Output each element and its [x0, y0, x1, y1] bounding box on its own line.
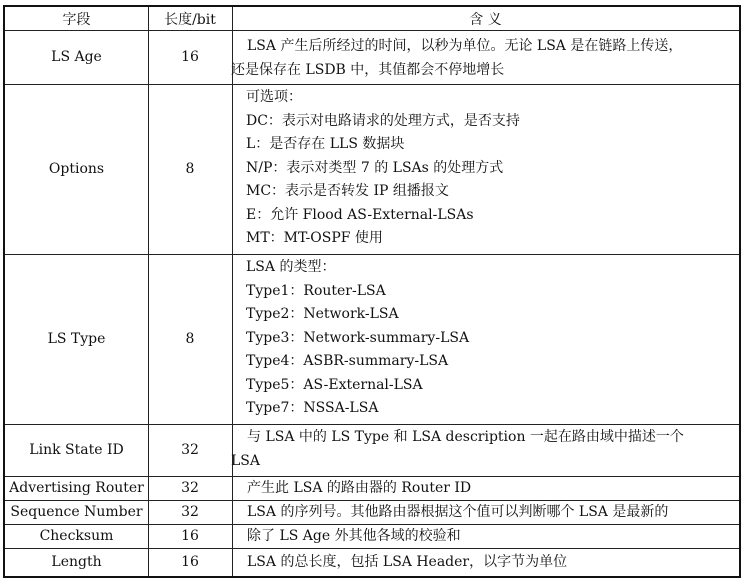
field-length: 8	[185, 161, 195, 177]
field-length: 16	[181, 49, 199, 65]
header-field: 字段	[62, 11, 91, 28]
description-line: 除了 LS Age 外其他各域的校验和	[247, 528, 461, 544]
field-description	[247, 500, 737, 524]
description-line: 与 LSA 中的 LS Type 和 LSA description 一起在路由域中描述一个	[247, 429, 684, 445]
field-length: 8	[185, 331, 195, 347]
field-length: 32	[181, 442, 199, 458]
description-line: LSA 的类型：	[246, 259, 336, 275]
field-description	[247, 550, 737, 574]
field-name: Length	[51, 554, 102, 570]
field-name: Link State ID	[29, 442, 124, 458]
field-name: Options	[48, 161, 105, 177]
description-line: LSA 的序列号。其他路由器根据这个值可以判断哪个 LSA 是最新的	[247, 504, 669, 520]
description-line: L：是否存在 LLS 数据块	[246, 136, 405, 152]
field-description	[231, 426, 733, 473]
description-line: Type7：NSSA-LSA	[246, 400, 379, 416]
description-line: 还是保存在 LSDB 中，其值都会不停地增长	[231, 61, 505, 78]
description-line: DC：表示对电路请求的处理方式，是否支持	[246, 112, 520, 129]
description-line: 可选项：	[246, 89, 302, 105]
description-line: Type4：ASBR-summary-LSA	[246, 353, 449, 369]
field-description	[231, 35, 733, 82]
column-divider	[232, 7, 233, 576]
field-description	[247, 524, 737, 548]
field-name: Sequence Number	[10, 504, 143, 520]
header-meaning: 含 义	[469, 11, 502, 28]
description-line: Type1：Router-LSA	[246, 282, 386, 299]
description-line: MC：表示是否转发 IP 组播报文	[246, 183, 449, 199]
field-length: 32	[181, 480, 199, 496]
description-line: LSA	[231, 452, 260, 469]
lsa-header-field-table	[3, 5, 741, 578]
description-line: Type5：AS-External-LSA	[246, 376, 423, 393]
field-length: 16	[181, 528, 199, 544]
description-line: Type2：Network-LSA	[246, 306, 399, 322]
description-line: 产生此 LSA 的路由器的 Router ID	[247, 480, 472, 496]
field-name: Advertising Router	[9, 480, 144, 496]
field-name: Checksum	[39, 528, 114, 544]
description-line: MT：MT-OSPF 使用	[246, 230, 383, 246]
header-length: 长度/bit	[164, 11, 216, 28]
description-line: Type3：Network-summary-LSA	[246, 329, 470, 346]
description-line: N/P：表示对类型 7 的 LSAs 的处理方式	[246, 159, 504, 176]
description-line: LSA 产生后所经过的时间，以秒为单位。无论 LSA 是在链路上传送，	[247, 38, 683, 54]
description-line: LSA 的总长度，包括 LSA Header，以字节为单位	[247, 554, 568, 570]
field-description	[246, 86, 736, 251]
description-line: E：允许 Flood AS-External-LSAs	[246, 206, 474, 223]
field-description	[247, 476, 737, 500]
field-name: LS Age	[51, 49, 102, 65]
field-length: 32	[181, 504, 199, 520]
field-length: 16	[181, 554, 199, 570]
field-name: LS Type	[47, 331, 106, 347]
field-description	[246, 256, 736, 421]
